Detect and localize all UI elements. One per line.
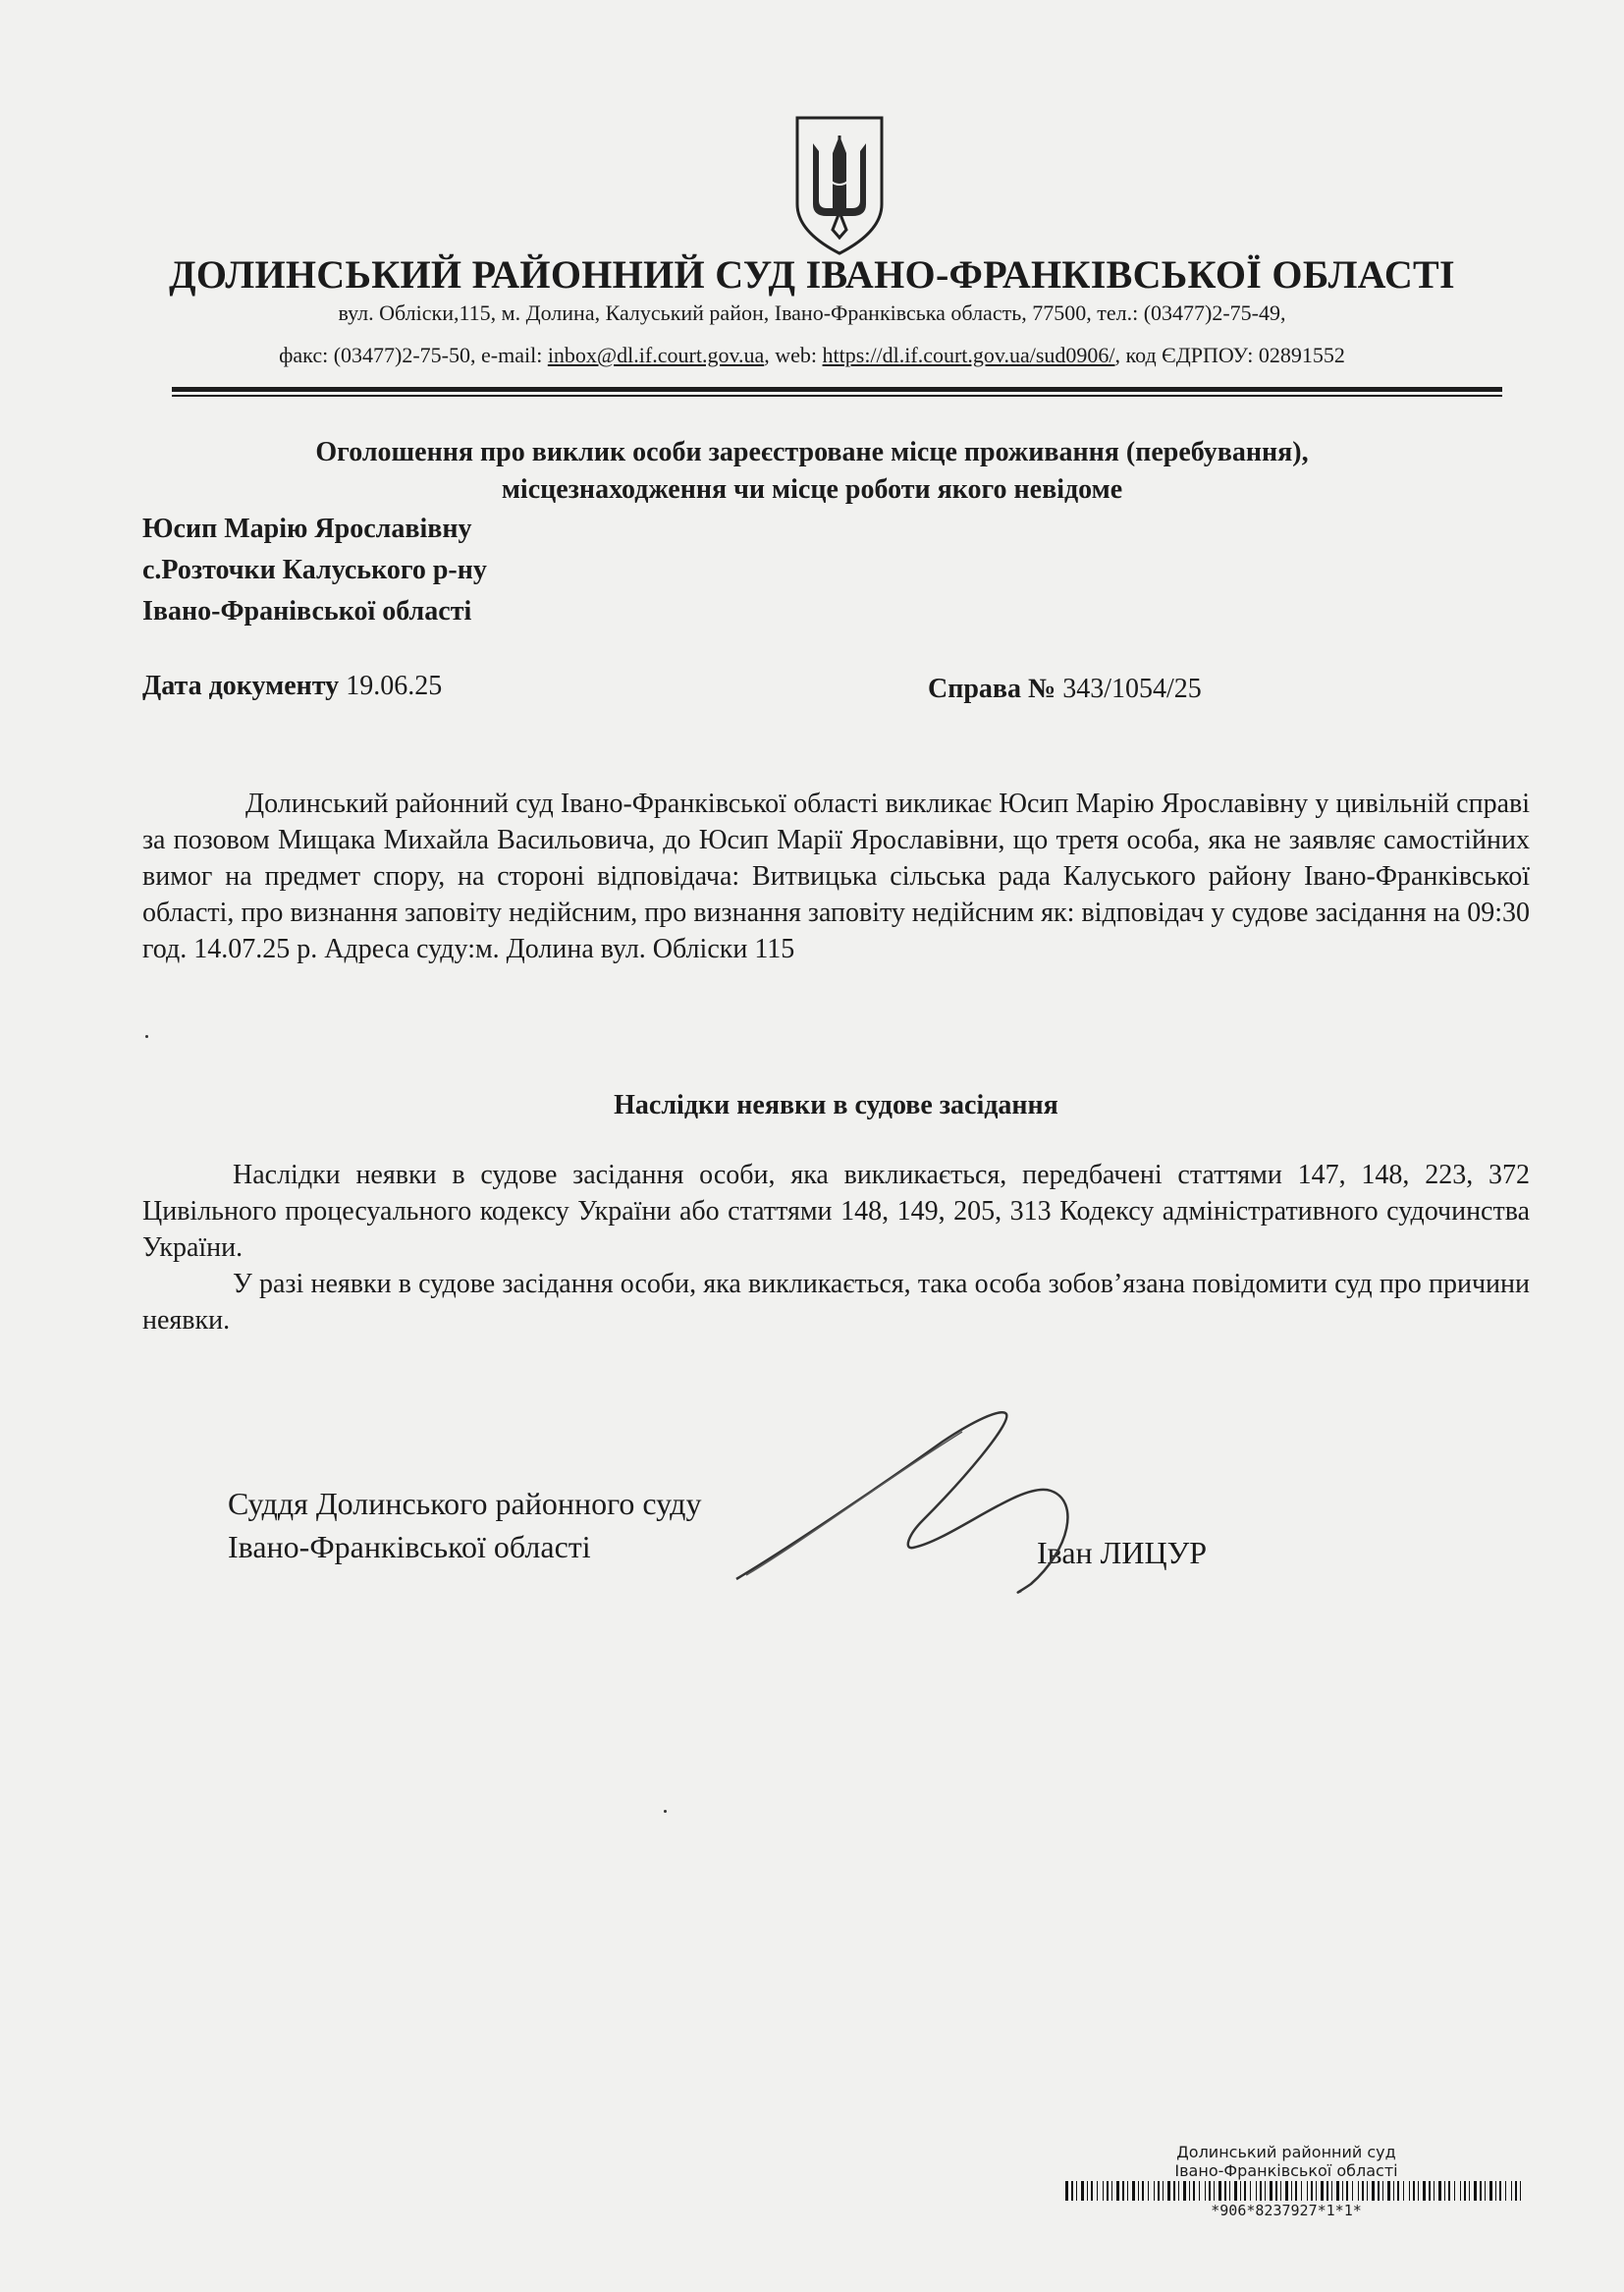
case-number bbox=[928, 674, 1202, 705]
judge-title-line-1: Суддя Долинського районного суду bbox=[228, 1486, 702, 1521]
summons-body bbox=[142, 786, 1530, 967]
addressee-village: с.Розточки Калуського р-ну bbox=[142, 555, 487, 585]
addressee-block bbox=[142, 509, 487, 632]
announcement-line-1: Оголошення про виклик особи зареєстроване місце проживання (перебування), bbox=[315, 437, 1309, 467]
addressee-region: Івано-Франівської області bbox=[142, 596, 472, 627]
coat-of-arms-icon bbox=[791, 114, 888, 257]
header-divider-thick bbox=[172, 387, 1502, 392]
consequences-paragraph-2: У разі неявки в судове засідання особи, яка викликається, така особа зобов’язана повідомити суд про причини неявки. bbox=[142, 1269, 1530, 1336]
summons-paragraph: Долинський районний суд Івано-Франківської області викликає Юсип Марію Ярославівну у цивільній справі за позовом Мищака Михайла Васильовича, до Юсип Марії Ярославівни, що третя особа, яка не заявляє самостійних вимог на предмет спору, на стороні відповідача: Витвицька сільська рада Калуського району Івано-Франківської області, про визнання заповіту недійсним, про визнання заповіту недійсним як: відповідач у судове засідання на 09:30 год. 14.07.25 р. Адреса суду:м. Долина вул. Обліски 115 bbox=[142, 789, 1530, 964]
consequences-title: Наслідки неявки в судове засідання bbox=[614, 1090, 1058, 1120]
consequences-paragraph-1: Наслідки неявки в судове засідання особи, яка викликається, передбачені статтями 147, 148, 223, 372 Цивільного процесуального кодексу України або статтями 148, 149, 205, 313 Кодексу адміністративного судочинства України. bbox=[142, 1160, 1530, 1263]
announcement-title bbox=[157, 434, 1467, 509]
barcode bbox=[1065, 2181, 1523, 2201]
scan-speck bbox=[145, 1035, 148, 1038]
footer-court-stamp bbox=[1129, 2143, 1443, 2180]
fax-text: факс: (03477)2-75-50, e-mail: bbox=[279, 343, 548, 367]
scan-speck bbox=[664, 1810, 667, 1813]
document-date bbox=[142, 671, 442, 702]
addressee-name: Юсип Марію Ярославівну bbox=[142, 514, 472, 544]
footer-court-line-1: Долинський районний суд bbox=[1176, 2143, 1396, 2161]
announcement-line-2: місцезнаходження чи місце роботи якого невідоме bbox=[501, 474, 1123, 505]
footer-court-line-2: Івано-Франківської області bbox=[1174, 2161, 1398, 2180]
judge-name: Іван ЛИЦУР bbox=[1037, 1535, 1208, 1570]
court-contacts bbox=[98, 343, 1526, 368]
case-number-label: Справа № bbox=[928, 674, 1056, 704]
web-prefix-text: , web: bbox=[764, 343, 823, 367]
judge-title-block bbox=[228, 1482, 701, 1568]
court-name-header: ДОЛИНСЬКИЙ РАЙОННИЙ СУД ІВАНО-ФРАНКІВСЬКОЇ ОБЛАСТІ bbox=[169, 252, 1455, 297]
consequences-body bbox=[142, 1157, 1530, 1338]
document-date-value: 19.06.25 bbox=[339, 671, 443, 701]
handwritten-signature bbox=[727, 1402, 1100, 1599]
document-date-label: Дата документу bbox=[142, 671, 340, 701]
header-divider-thin bbox=[172, 395, 1502, 397]
email-link[interactable]: inbox@dl.if.court.gov.ua bbox=[547, 343, 765, 367]
edrpou-code: , код ЄДРПОУ: 02891552 bbox=[1114, 343, 1345, 367]
case-number-value: 343/1054/25 bbox=[1056, 674, 1202, 704]
court-address: вул. Обліски,115, м. Долина, Калуський район, Івано-Франківська область, 77500, тел.: (03477)2-75-49, bbox=[338, 300, 1286, 325]
website-link[interactable]: https://dl.if.court.gov.ua/sud0906/ bbox=[822, 343, 1115, 367]
barcode-number: *906*8237927*1*1* bbox=[1211, 2202, 1362, 2219]
judge-title-line-2: Івано-Франківської області bbox=[228, 1529, 591, 1564]
